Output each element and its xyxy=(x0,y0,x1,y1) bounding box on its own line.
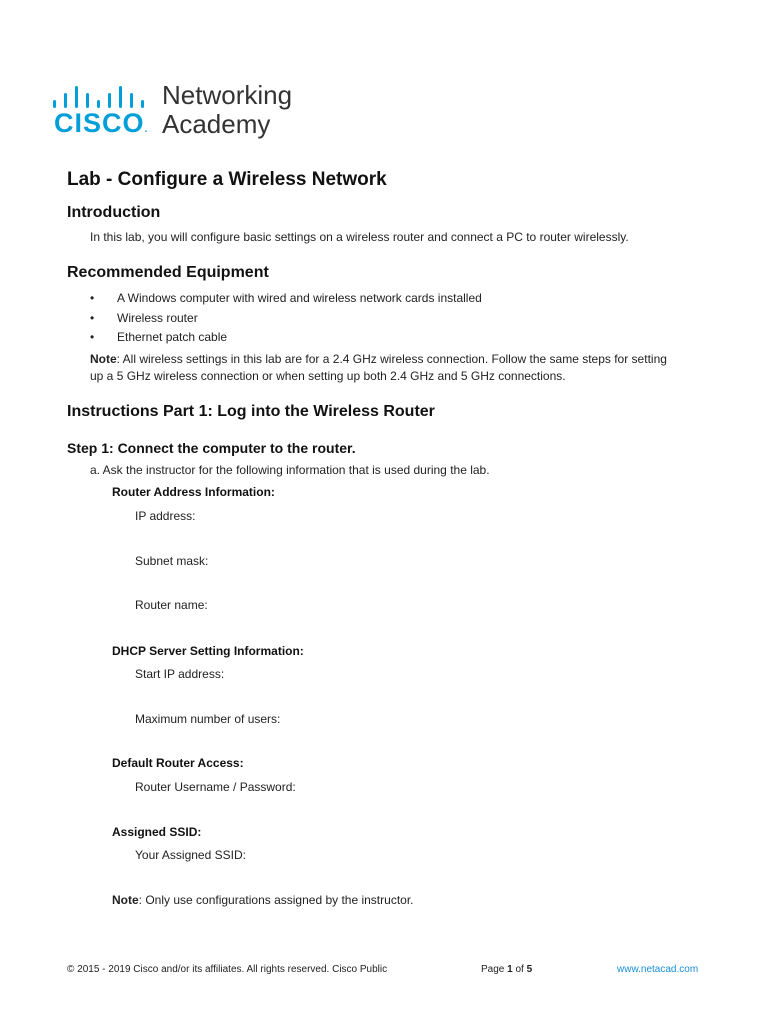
ssid-heading: Assigned SSID: xyxy=(112,825,202,839)
cisco-bars-icon xyxy=(53,84,153,108)
note2-text: : Only use configurations assigned by the instructor. xyxy=(138,893,414,907)
logo-title-academy: Academy xyxy=(162,109,271,139)
ip-address-label: IP address: xyxy=(135,509,196,523)
note-line-1 xyxy=(90,352,667,366)
start-ip-label: Start IP address: xyxy=(135,667,225,681)
step1-heading: Step 1: Connect the computer to the router. xyxy=(67,440,356,456)
router-name-label: Router name: xyxy=(135,598,208,612)
note-line-2: up a 5 GHz wireless connection or when setting up both 2.4 GHz and 5 GHz connections. xyxy=(90,369,566,383)
default-access-heading: Default Router Access: xyxy=(112,756,244,770)
note-text: : All wireless settings in this lab are for a 2.4 GHz wireless connection. Follow the same steps for setting xyxy=(116,352,667,366)
router-address-heading: Router Address Information: xyxy=(112,485,275,499)
list-item: A Windows computer with wired and wireless network cards installed xyxy=(117,291,482,305)
subnet-mask-label: Subnet mask: xyxy=(135,554,209,568)
bullet-icon: • xyxy=(90,330,95,344)
note2 xyxy=(112,893,414,907)
intro-text: In this lab, you will configure basic settings on a wireless router and connect a PC to router wirelessly. xyxy=(90,230,629,244)
max-users-label: Maximum number of users: xyxy=(135,712,281,726)
note2-label: Note xyxy=(112,893,139,907)
username-password-label: Router Username / Password: xyxy=(135,780,296,794)
section-heading-introduction: Introduction xyxy=(67,204,161,221)
footer-netacad-link[interactable]: www.netacad.com xyxy=(617,964,699,975)
bullet-icon: • xyxy=(90,291,95,305)
logo-title-networking: Networking xyxy=(162,80,293,110)
cisco-logo-word: CISCO. xyxy=(54,108,148,138)
bullet-icon: • xyxy=(90,311,95,325)
footer-copyright: © 2015 - 2019 Cisco and/or its affiliates. All rights reserved. Cisco Public xyxy=(67,964,388,975)
footer-page-number: Page 1 of 5 xyxy=(481,964,533,975)
section-heading-part1: Instructions Part 1: Log into the Wireless Router xyxy=(67,403,435,420)
list-item: Wireless router xyxy=(117,311,198,325)
list-item: Ethernet patch cable xyxy=(117,330,228,344)
your-ssid-label: Your Assigned SSID: xyxy=(135,848,246,862)
note-label: Note xyxy=(90,352,117,366)
dhcp-heading: DHCP Server Setting Information: xyxy=(112,644,304,658)
section-heading-equipment: Recommended Equipment xyxy=(67,264,269,281)
step1-a-text: a. Ask the instructor for the following information that is used during the lab. xyxy=(90,463,490,477)
page-title: Lab - Configure a Wireless Network xyxy=(67,169,387,190)
